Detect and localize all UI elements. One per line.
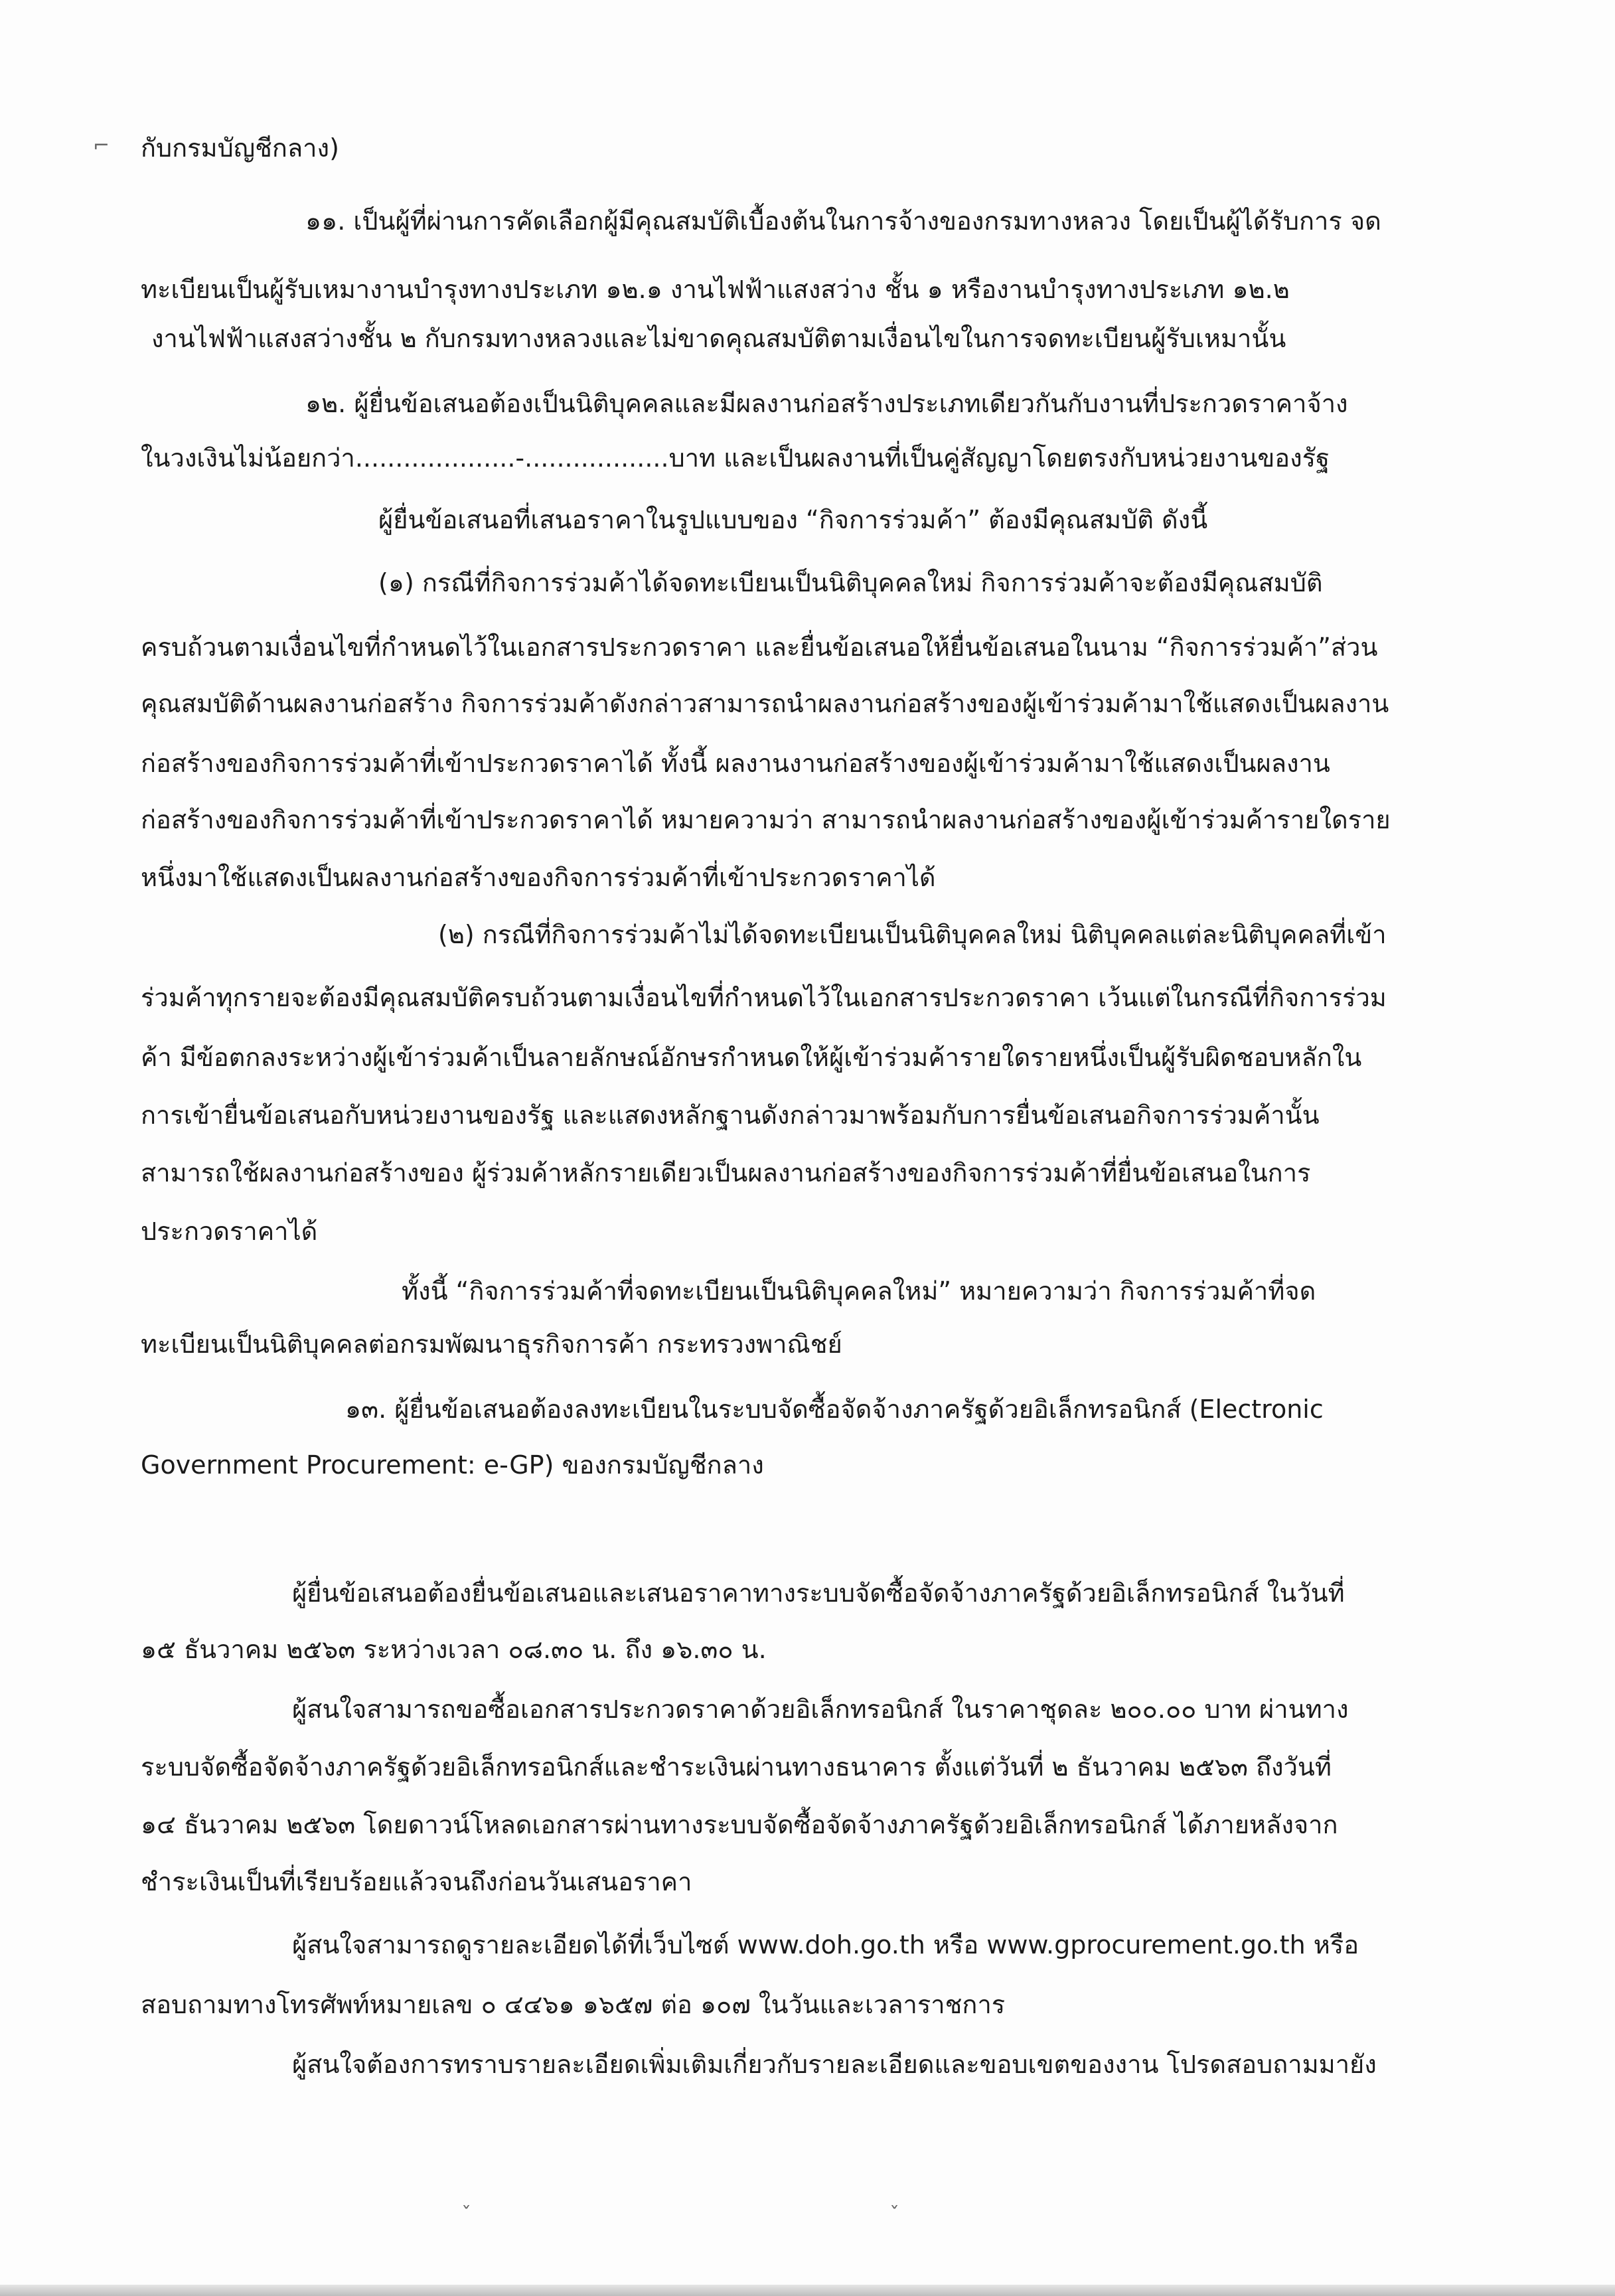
text-line: (๑) กรณีที่กิจการร่วมค้าได้จดทะเบียนเป็นนิติบุคคลใหม่ กิจการร่วมค้าจะต้องมีคุณสมบัติ [378,568,1323,597]
text-line: ประกวดราคาได้ [141,1217,318,1246]
text-line: ๑๒. ผู้ยื่นข้อเสนอต้องเป็นนิติบุคคลและมีผลงานก่อสร้างประเภทเดียวกันกับงานที่ประกวดราคาจ้าง [305,389,1348,418]
text-line: ผู้สนใจต้องการทราบรายละเอียดเพิ่มเติมเกี่ยวกับรายละเอียดและขอบเขตของงาน โปรดสอบถามมายัง [292,2050,1377,2079]
text-line: ทะเบียนเป็นผู้รับเหมางานบำรุงทางประเภท ๑๒.๑ งานไฟฟ้าแสงสว่าง ชั้น ๑ หรืองานบำรุงทางประเภท ๑๒.๒ [141,275,1290,304]
text-line: หนึ่งมาใช้แสดงเป็นผลงานก่อสร้างของกิจการร่วมค้าที่เข้าประกวดราคาได้ [141,863,936,892]
text-line: สอบถามทางโทรศัพท์หมายเลข ๐ ๔๔๖๑ ๑๖๕๗ ต่อ ๑๐๗ ในวันและเวลาราชการ [141,1990,1006,2019]
scan-mark: ˇ [889,2203,899,2226]
scan-mark: ⌐ [93,134,110,157]
text-line: ๑๑. เป็นผู้ที่ผ่านการคัดเลือกผู้มีคุณสมบัติเบื้องต้นในการจ้างของกรมทางหลวง โดยเป็นผู้ได้รับการ จด [305,206,1381,236]
text-line: งานไฟฟ้าแสงสว่างชั้น ๒ กับกรมทางหลวงและไม่ขาดคุณสมบัติตามเงื่อนไขในการจดทะเบียนผู้รับเหมานั้น [151,324,1286,353]
text-line: ๑๕ ธันวาคม ๒๕๖๓ ระหว่างเวลา ๐๘.๓๐ น. ถึง ๑๖.๓๐ น. [141,1635,767,1664]
text-line: ทะเบียนเป็นนิติบุคคลต่อกรมพัฒนาธุรกิจการค้า กระทรวงพาณิชย์ [141,1330,842,1359]
text-line: ทั้งนี้ “กิจการร่วมค้าที่จดทะเบียนเป็นนิติบุคคลใหม่” หมายความว่า กิจการร่วมค้าที่จด [402,1276,1316,1306]
text-line: ในวงเงินไม่น้อยกว่า....................-..................บาท และเป็นผลงานที่เป็นคู่สัญญาโดยตรงกับหน่วยงานของรัฐ [141,443,1330,473]
text-line: การเข้ายื่นข้อเสนอกับหน่วยงานของรัฐ และแสดงหลักฐานดังกล่าวมาพร้อมกับการยื่นข้อเสนอกิจการร่วมค้านั้น [141,1101,1320,1130]
text-line: ก่อสร้างของกิจการร่วมค้าที่เข้าประกวดราคาได้ หมายความว่า สามารถนำผลงานก่อสร้างของผู้เข้าร่วมค้ารายใดราย [141,805,1391,834]
text-line: ผู้สนใจสามารถขอซื้อเอกสารประกวดราคาด้วยอิเล็กทรอนิกส์ ในราคาชุดละ ๒๐๐.๐๐ บาท ผ่านทาง [292,1695,1349,1724]
text-line: ร่วมค้าทุกรายจะต้องมีคุณสมบัติครบถ้วนตามเงื่อนไขที่กำหนดไว้ในเอกสารประกวดราคา เว้นแต่ในกรณีที่กิจการร่วม [141,983,1387,1012]
text-line: ๑๓. ผู้ยื่นข้อเสนอต้องลงทะเบียนในระบบจัดซื้อจัดจ้างภาครัฐด้วยอิเล็กทรอนิกส์ (Electronic [345,1395,1324,1424]
text-line: ผู้ยื่นข้อเสนอที่เสนอราคาในรูปแบบของ “กิจการร่วมค้า” ต้องมีคุณสมบัติ ดังนี้ [378,505,1208,534]
text-line: ๑๔ ธันวาคม ๒๕๖๓ โดยดาวน์โหลดเอกสารผ่านทางระบบจัดซื้อจัดจ้างภาครัฐด้วยอิเล็กทรอนิกส์ ได้ภายหลังจาก [141,1810,1338,1839]
text-line: คุณสมบัติด้านผลงานก่อสร้าง กิจการร่วมค้าดังกล่าวสามารถนำผลงานก่อสร้างของผู้เข้าร่วมค้ามาใช้แสดงเป็นผลงาน [141,689,1389,718]
text-line: ก่อสร้างของกิจการร่วมค้าที่เข้าประกวดราคาได้ ทั้งนี้ ผลงานงานก่อสร้างของผู้เข้าร่วมค้ามาใช้แสดงเป็นผลงาน [141,749,1330,778]
text-line: สามารถใช้ผลงานก่อสร้างของ ผู้ร่วมค้าหลักรายเดียวเป็นผลงานก่อสร้างของกิจการร่วมค้าที่ยื่นข้อเสนอในการ [141,1158,1311,1187]
text-line: (๒) กรณีที่กิจการร่วมค้าไม่ได้จดทะเบียนเป็นนิติบุคคลใหม่ นิติบุคคลแต่ละนิติบุคคลที่เข้า [438,920,1387,949]
text-line: ค้า มีข้อตกลงระหว่างผู้เข้าร่วมค้าเป็นลายลักษณ์อักษรกำหนดให้ผู้เข้าร่วมค้ารายใดรายหนึ่งเป็นผู้รับผิดชอบหลักใน [141,1043,1362,1072]
text-line: Government Procurement: e-GP) ของกรมบัญชีกลาง [141,1450,764,1480]
text-line: กับกรมบัญชีกลาง) [141,133,339,163]
text-line: ผู้ยื่นข้อเสนอต้องยื่นข้อเสนอและเสนอราคาทางระบบจัดซื้อจัดจ้างภาครัฐด้วยอิเล็กทรอนิกส์ ในวันที่ [292,1578,1345,1608]
scan-edge [0,2285,1615,2296]
scan-mark: ˇ [461,2203,471,2226]
text-line: ชำระเงินเป็นที่เรียบร้อยแล้วจนถึงก่อนวันเสนอราคา [141,1867,692,1896]
text-line: ระบบจัดซื้อจัดจ้างภาครัฐด้วยอิเล็กทรอนิกส์และชำระเงินผ่านทางธนาคาร ตั้งแต่วันที่ ๒ ธันวาคม ๒๕๖๓ ถึงวันที่ [141,1752,1332,1782]
text-line: ผู้สนใจสามารถดูรายละเอียดได้ที่เว็บไซต์ www.doh.go.th หรือ www.gprocurement.go.th หรือ [292,1930,1359,1959]
text-line: ครบถ้วนตามเงื่อนไขที่กำหนดไว้ในเอกสารประกวดราคา และยื่นข้อเสนอให้ยื่นข้อเสนอในนาม “กิจการร่วมค้า”ส่วน [141,633,1378,662]
